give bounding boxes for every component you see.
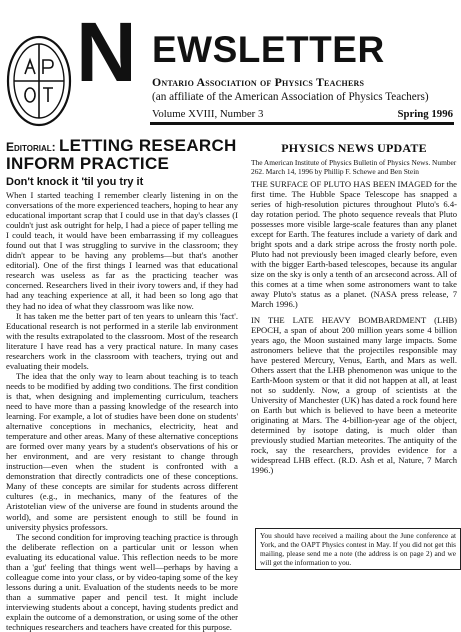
volume-number: Volume XVIII, Number 3 (152, 108, 264, 120)
editorial-paragraph: The idea that the only way to learn about teaching is to teach needs to be modified by adding two conditions. The first condition is that, when designing and implementing curriculum, teachers need to have more than a passing knowledge of the research into learning. For example, a lot of studies have been done on students' alternative conceptions in mechanics, electricity, heat and temperature and other areas. Many of these alternative conceptions are formed over many years by a student's observations of his or her environment, and are very resistant to change through instruction—even when the student is confronted with a demonstration that directly contradicts one of these conceptions. Many of these concepts are similar for students across different cultures (e.g., in mechanics, many of the features of the Aristotelian view of the universe are found in students around the world), and some are persistent enough to still be found in university physics professors. (6, 370, 238, 532)
news-body (251, 179, 457, 475)
news-item-bombardment (251, 315, 457, 475)
masthead-title: EWSLETTER (152, 29, 385, 70)
news-item-lead: THE SURFACE OF PLUTO HAS BEEN IMAGED for the first time. (251, 179, 457, 199)
news-item-lead: IN THE LATE HEAVY BOMBARDMENT (251, 315, 427, 325)
affiliation-line: (an affiliate of the American Association of Physics Teachers) (152, 91, 429, 103)
editorial-paragraph: It has taken me the better part of ten years to unlearn this 'fact'. Educational research is not performed in a sterile lab environment with the results extrapolated to the classroom. Most of the research literature I have read has a very practical nature. In many cases researchers work in the classroom with teachers, trying out and evaluating their models. (6, 310, 238, 371)
editorial-label: Editorial: (6, 140, 56, 154)
organization-name: Ontario Association of Physics Teachers (152, 75, 365, 89)
news-column (251, 141, 457, 475)
editorial-column (6, 136, 238, 632)
news-item-text: The Hubble Space Telescope has snapped a series of high-resolution pictures throughout Pluto's 6.4-day rotation period. The photo sequence reveals that Pluto possesses more visible large-scale features than any planet except for Earth. The features include a variety of dark and bright spots and a dark stripe across the frosty north pole. Pluto had not previously been imaged clearly before, even with the bigger Earth-based telescopes, because its angular size on the sky is only a tenth of an arcsecond across. All of this comes at a time when some astronomers want to take away Pluto's status as a planet. (NASA press release, 7 March 1996.) (251, 189, 457, 309)
editorial-heading (6, 136, 238, 155)
oapt-logo (6, 34, 72, 128)
editorial-subtitle: Don't knock it 'til you try it (6, 176, 144, 188)
mailing-notice-box: You should have received a mailing about the June conference at York, and the OAPT Physics contest in May. If you did not get this mailing, please send me a note (the address is on page 2) and we will get the information to you. (255, 528, 461, 570)
editorial-paragraph: The second condition for improving teaching practice is through the deliberate reflection on a particular unit or lesson when evaluating its educational value. This reflection needs to be more than a 'gut' feeling that things went well—perhaps by having a colleague come into your class, or by video-taping some of the key lessons during a unit. Evaluation of the students needs to be more than a summative paper and pencil test. It might include interviewing students about a concept, having students predict and explain the outcome of a demonstration, or using some of the other techniques researchers and teachers have created for this purpose. (6, 531, 238, 632)
news-heading: PHYSICS NEWS UPDATE (281, 141, 427, 155)
editorial-paragraph: When I started teaching I remember clearly listening in on the conversations of the more experienced teachers, hoping to hear any educational important scrap that I could use in that day's classes (I couldn't just ask outright for help, I had a piece of paper telling me I could teach, it would have been embarrassing if my colleagues found out that I was struggling to survive in the classroom; they didn't appear to be having any problems—but that's another editorial). One of the first things I learned was that educational research was useless as far as the practicing teacher was concerned. Researchers lived in their ivory towers and, if they had had any teaching experience at all, it had been so long ago that they had no idea of what they classroom was like now. (6, 190, 238, 311)
masthead-initial: N (76, 5, 135, 99)
editorial-title-line2: INFORM PRACTICE (6, 154, 170, 173)
news-item-pluto (251, 179, 457, 309)
news-item-text: (LHB) EPOCH, a span of about 200 million years some 4 billion years ago, the Moon sustained many large impacts. Some astronomers believe that the projectiles responsible may have pestered Mercury, Venus, Earth, and Mars as well. Others assert that the LHB phenomenon was unique to the Earth-Moon system or that it did not happen at all, at least not so suddenly. Now, a group of scientists at the University of Manchester (UK) has dated a rock found here on Earth but which is believed to have been a meteorite originating at Mars. The 4-billion-year age of the object, determined by isotope dating, is much older than previously studied Martian meteorites. The antiquity of the rock, say the researchers, provides evidence for a widespread LHB effect. (R.D. Ash et al, Nature, 7 March 1996.) (251, 315, 457, 475)
editorial-body (6, 190, 238, 632)
editorial-title-line1: LETTING RESEARCH (58, 136, 237, 155)
issue-season: Spring 1996 (397, 108, 453, 120)
masthead-rule (150, 122, 454, 125)
news-citation: The American Institute of Physics Bulletin of Physics News. Number 262. March 14, 1996 by Phillip F. Schewe and Ben Stein (251, 158, 457, 176)
